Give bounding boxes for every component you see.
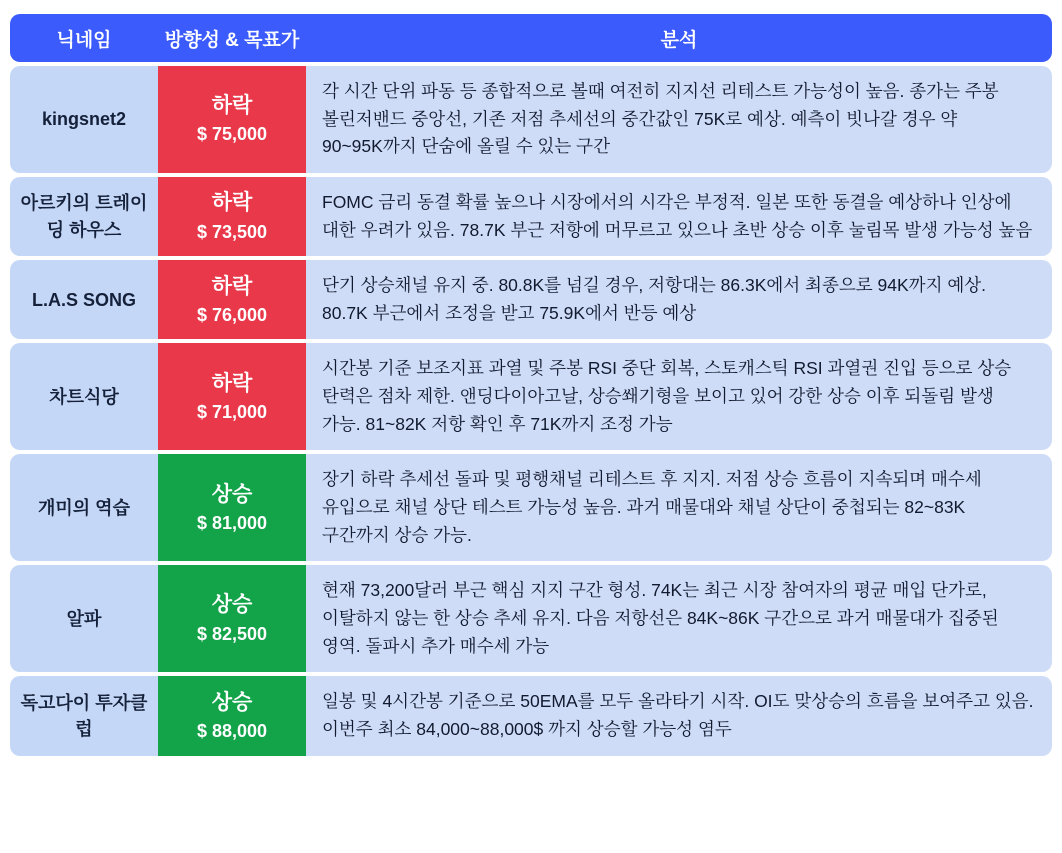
direction-label: 하락 (211, 94, 253, 118)
target-price: $ 82,500 (196, 623, 268, 644)
target-price: $ 88,000 (196, 720, 268, 741)
cell-nickname: kingsnet2 (10, 66, 158, 173)
cell-direction (158, 177, 306, 256)
cell-direction (158, 66, 306, 173)
direction-label: 상승 (211, 690, 253, 714)
target-price: $ 71,000 (196, 401, 268, 422)
cell-analysis: 시간봉 기준 보조지표 과열 및 주봉 RSI 중단 회복, 스토캐스틱 RSI 과열권 진입 등으로 상승 탄력은 점차 제한. 앤딩다이아고날, 상승쐐기형을 보이고 있어 강한 상승 이후 되돌림 발생 가능. 81~82K 저항 확인 후 71K까지 조정 가능 (306, 343, 1052, 450)
direction-label: 하락 (211, 191, 253, 215)
table-row (10, 260, 1052, 339)
table-row (10, 177, 1052, 256)
table-body (10, 66, 1052, 756)
cell-nickname: 아르키의 트레이딩 하우스 (10, 177, 158, 256)
cell-analysis: 현재 73,200달러 부근 핵심 지지 구간 형성. 74K는 최근 시장 참여자의 평균 매입 단가로, 이탈하지 않는 한 상승 추세 유지. 다음 저항선은 84K~86K 구간으로 과거 매물대가 집중된 영역. 돌파시 추가 매수세 가능 (306, 565, 1052, 672)
cell-analysis: FOMC 금리 동결 확률 높으나 시장에서의 시각은 부정적. 일본 또한 동결을 예상하나 인상에 대한 우려가 있음. 78.7K 부근 저항에 머무르고 있으나 초반 상승 이후 눌림목 발생 가능성 높음 (306, 177, 1052, 256)
cell-nickname: 차트식당 (10, 343, 158, 450)
target-price: $ 73,500 (196, 221, 268, 242)
column-header-analysis: 분석 (306, 14, 1052, 62)
target-price: $ 81,000 (196, 512, 268, 533)
cell-direction (158, 343, 306, 450)
direction-label: 하락 (211, 274, 253, 298)
table-row (10, 454, 1052, 561)
cell-direction (158, 454, 306, 561)
column-header-nickname: 닉네임 (10, 14, 158, 62)
table-row (10, 676, 1052, 755)
table-row (10, 343, 1052, 450)
column-header-direction: 방향성 & 목표가 (158, 14, 306, 62)
direction-label: 상승 (211, 482, 253, 506)
cell-nickname: 개미의 역습 (10, 454, 158, 561)
cell-direction (158, 260, 306, 339)
table-header (10, 14, 1052, 62)
analysis-table (10, 10, 1052, 760)
cell-analysis: 장기 하락 추세선 돌파 및 평행채널 리테스트 후 지지. 저점 상승 흐름이 지속되며 매수세 유입으로 채널 상단 테스트 가능성 높음. 과거 매물대와 채널 상단이 중첩되는 82~83K 구간까지 상승 가능. (306, 454, 1052, 561)
cell-nickname: L.A.S SONG (10, 260, 158, 339)
cell-nickname: 알파 (10, 565, 158, 672)
table-row (10, 66, 1052, 173)
direction-label: 하락 (211, 371, 253, 395)
cell-direction (158, 676, 306, 755)
target-price: $ 76,000 (196, 304, 268, 325)
cell-direction (158, 565, 306, 672)
cell-analysis: 단기 상승채널 유지 중. 80.8K를 넘길 경우, 저항대는 86.3K에서 최종으로 94K까지 예상. 80.7K 부근에서 조정을 받고 75.9K에서 반등 예상 (306, 260, 1052, 339)
cell-nickname: 독고다이 투자클럽 (10, 676, 158, 755)
target-price: $ 75,000 (196, 124, 268, 145)
table-row (10, 565, 1052, 672)
cell-analysis: 일봉 및 4시간봉 기준으로 50EMA를 모두 올라타기 시작. OI도 맞상승의 흐름을 보여주고 있음. 이번주 최소 84,000~88,000$ 까지 상승할 가능성 염두 (306, 676, 1052, 755)
direction-label: 상승 (211, 593, 253, 617)
table-header-row (10, 14, 1052, 62)
cell-analysis: 각 시간 단위 파동 등 종합적으로 볼때 여전히 지지선 리테스트 가능성이 높음. 종가는 주봉 볼린저밴드 중앙선, 기존 저점 추세선의 중간값인 75K로 예상. 예측이 빗나갈 경우 약 90~95K까지 단숨에 올릴 수 있는 구간 (306, 66, 1052, 173)
